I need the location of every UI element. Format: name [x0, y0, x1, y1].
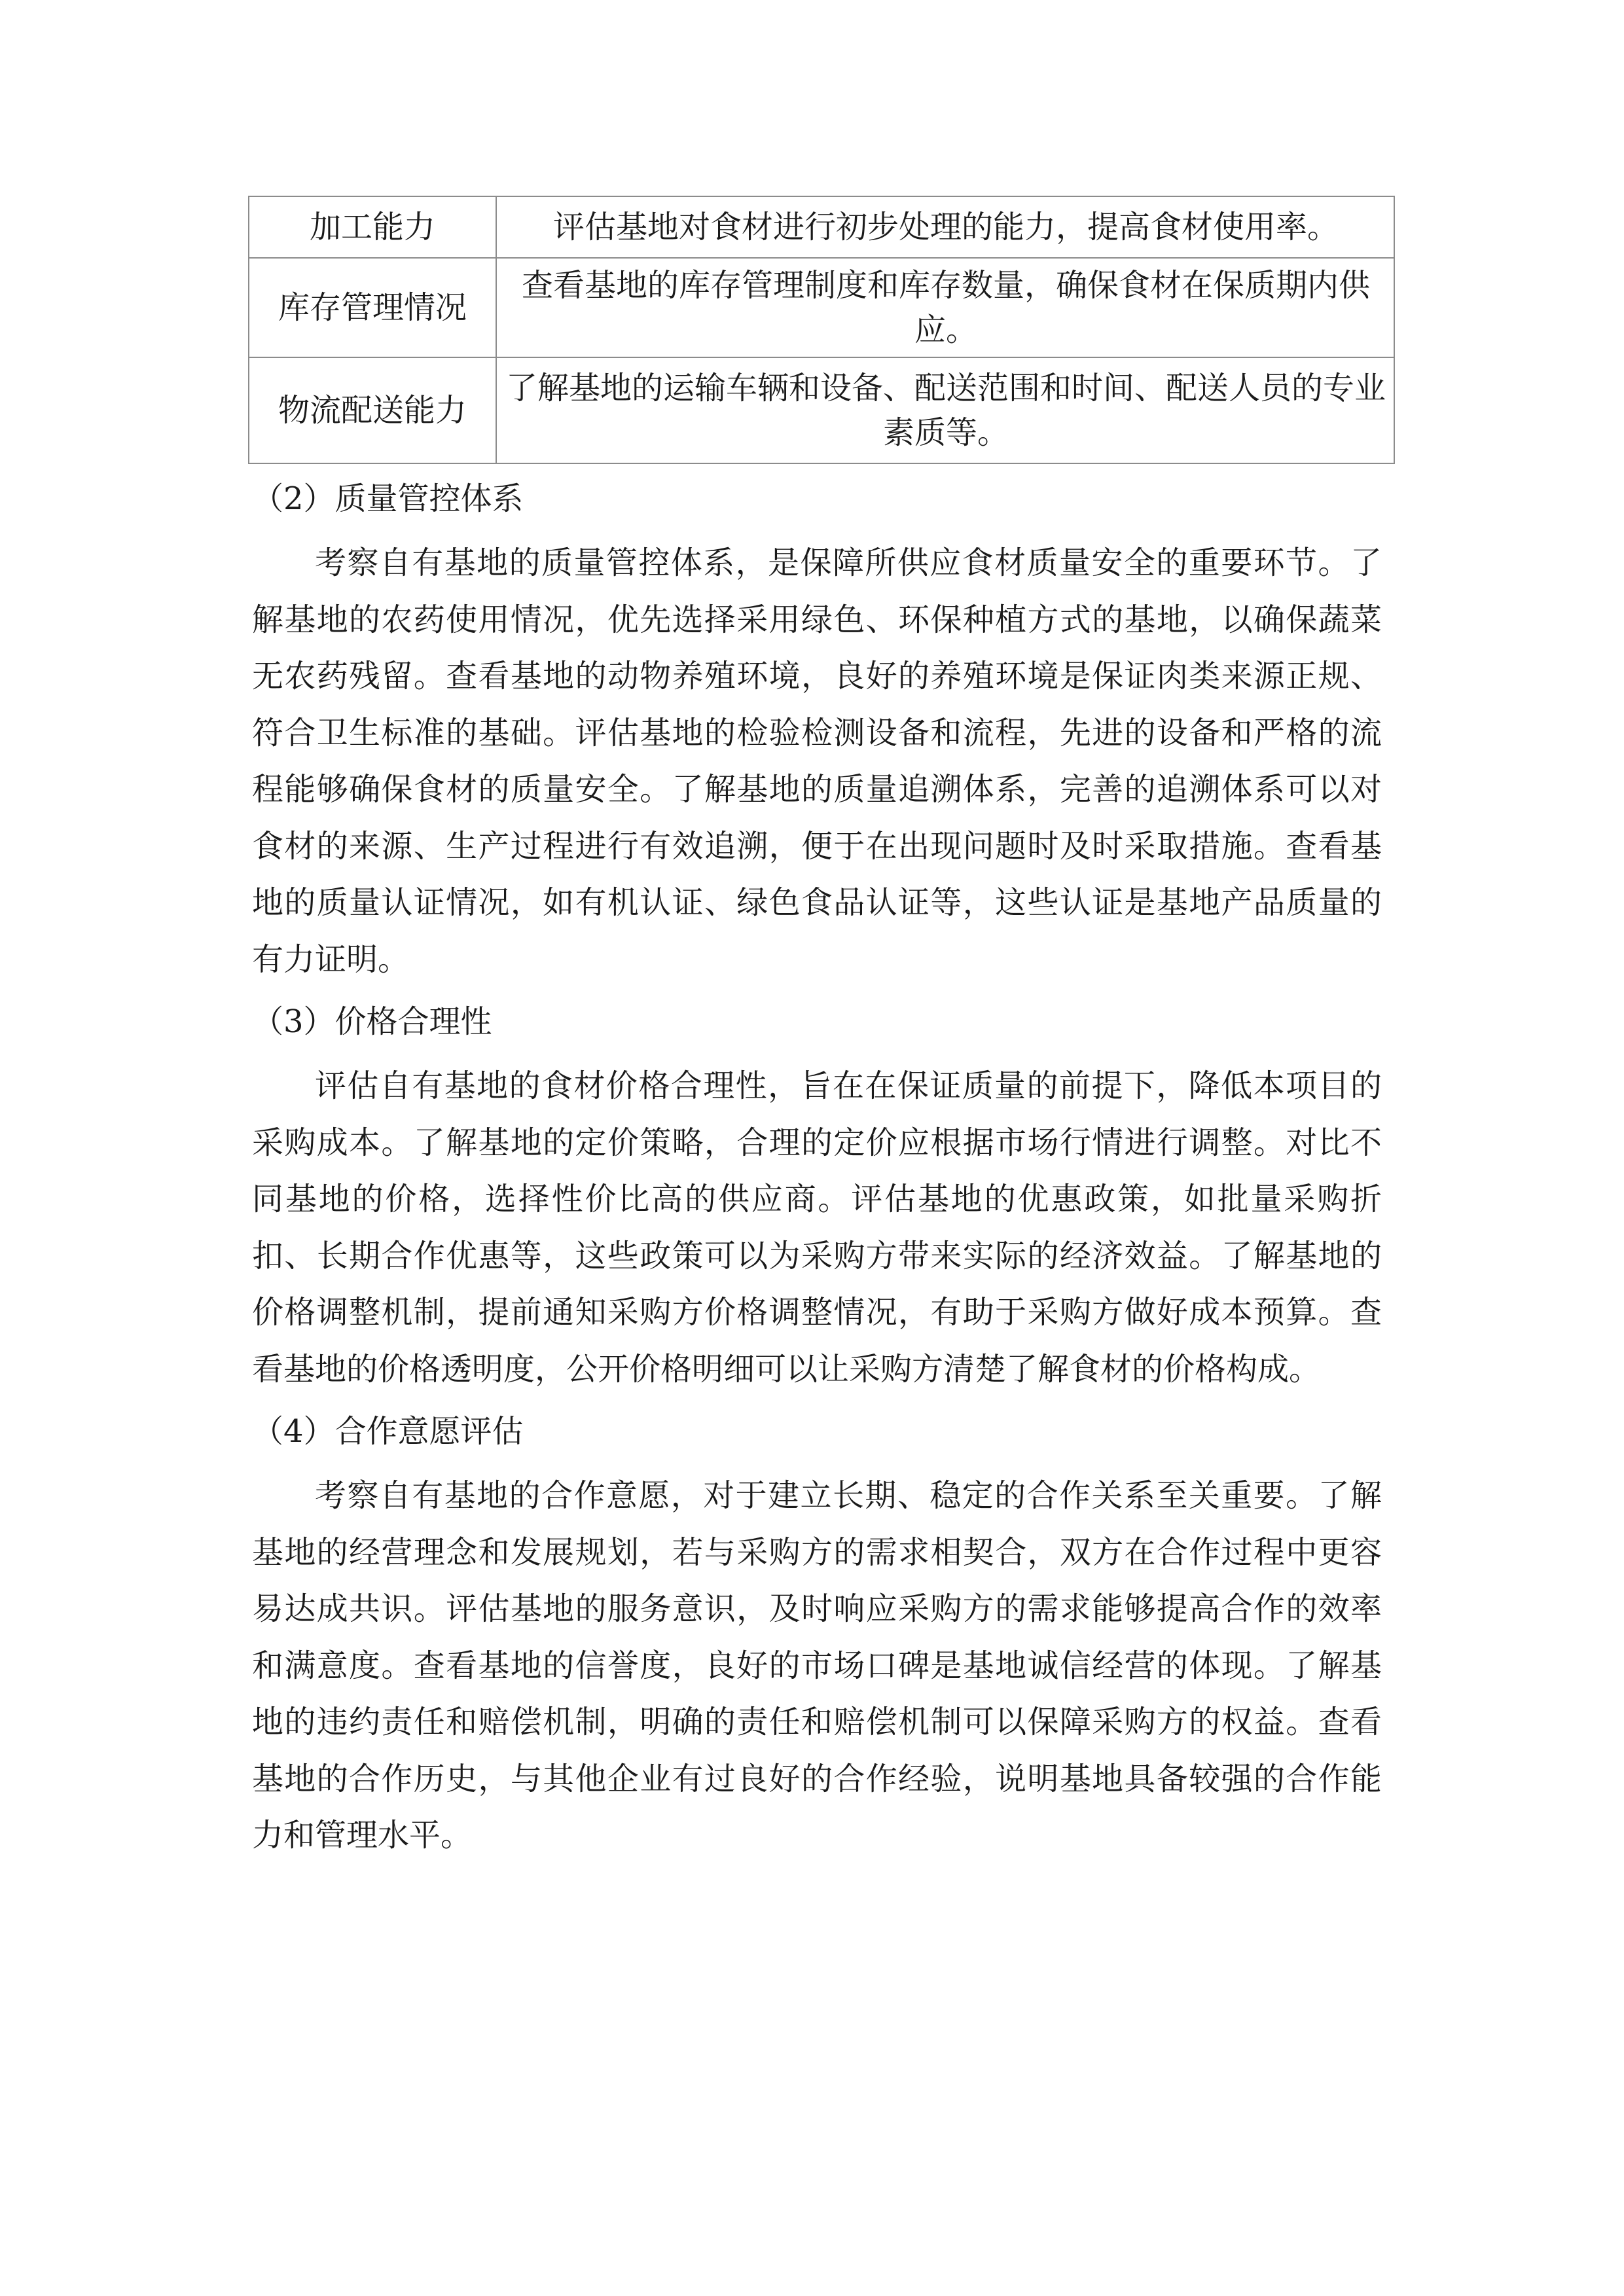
section-paragraph: 考察自有基地的质量管控体系，是保障所供应食材质量安全的重要环节。了解基地的农药使用情况，优先选择采用绿色、环保种植方式的基地，以确保蔬菜无农药残留。查看基地的动物养殖环境，良好的养殖环境是保证肉类来源正规、符合卫生标准的基础。评估基地的检验检测设备和流程，先进的设备和严格的流程能够确保食材的质量安全。了解基地的质量追溯体系，完善的追溯体系可以对食材的来源、生产过程进行有效追溯，便于在出现问题时及时采取措施。查看基地的质量认证情况，如有机认证、绿色食品认证等，这些认证是基地产品质量的有力证明。 — [252, 545, 1382, 978]
section-quality-control — [252, 476, 1382, 988]
table-cell-item: 加工能力 — [249, 196, 496, 258]
section-cooperation-willingness — [252, 1408, 1382, 1864]
table-cell-description: 了解基地的运输车辆和设备、配送范围和时间、配送人员的专业素质等。 — [496, 357, 1394, 463]
section-paragraph: 评估自有基地的食材价格合理性，旨在在保证质量的前提下，降低本项目的采购成本。了解基地的定价策略，合理的定价应根据市场行情进行调整。对比不同基地的价格，选择性价比高的供应商。评估基地的优惠政策，如批量采购折扣、长期合作优惠等，这些政策可以为采购方带来实际的经济效益。了解基地的价格调整机制，提前通知采购方价格调整情况，有助于采购方做好成本预算。查看基地的价格透明度，公开价格明细可以让采购方清楚了解食材的价格构成。 — [252, 1067, 1382, 1388]
evaluation-table — [248, 196, 1395, 464]
table-row — [249, 357, 1394, 463]
section-heading: （4）合作意愿评估 — [252, 1413, 524, 1450]
table-cell-description: 查看基地的库存管理制度和库存数量，确保食材在保质期内供应。 — [496, 258, 1394, 357]
table-cell-description: 评估基地对食材进行初步处理的能力，提高食材使用率。 — [496, 196, 1394, 258]
table-row — [249, 258, 1394, 357]
table-cell-item: 库存管理情况 — [249, 258, 496, 357]
section-heading: （3）价格合理性 — [252, 1003, 492, 1040]
table-cell-item: 物流配送能力 — [249, 357, 496, 463]
table-row — [249, 196, 1394, 258]
section-heading: （2）质量管控体系 — [252, 480, 524, 517]
body-content — [252, 476, 1382, 1875]
section-price-reasonableness — [252, 999, 1382, 1397]
section-paragraph: 考察自有基地的合作意愿，对于建立长期、稳定的合作关系至关重要。了解基地的经营理念和发展规划，若与采购方的需求相契合，双方在合作过程中更容易达成共识。评估基地的服务意识，及时响应采购方的需求能够提高合作的效率和满意度。查看基地的信誉度，良好的市场口碑是基地诚信经营的体现。了解基地的违约责任和赔偿机制，明确的责任和赔偿机制可以保障采购方的权益。查看基地的合作历史，与其他企业有过良好的合作经验，说明基地具备较强的合作能力和管理水平。 — [252, 1477, 1382, 1854]
